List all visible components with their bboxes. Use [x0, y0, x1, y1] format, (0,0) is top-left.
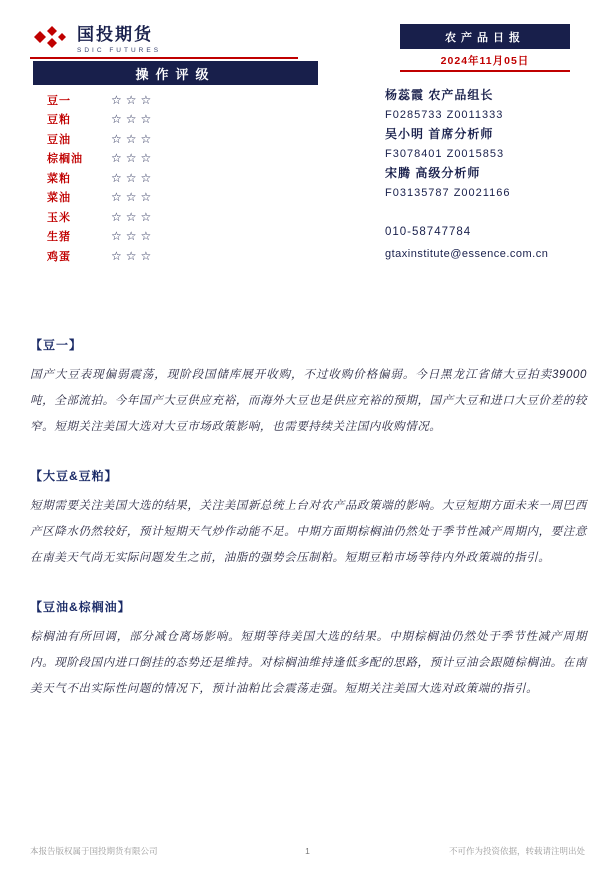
logo-text — [77, 20, 161, 54]
star-rating: ☆☆☆ — [111, 112, 156, 127]
analyst-name: 杨蕊霞 — [385, 88, 425, 102]
logo-diamond-icon — [30, 22, 70, 52]
report-title: 农产品日报 — [445, 31, 525, 44]
commodity-name: 鸡蛋 — [47, 250, 71, 263]
analyst-title: 首席分析师 — [428, 127, 494, 141]
star-rating: ☆☆☆ — [111, 248, 156, 263]
header-red-divider — [30, 57, 298, 59]
star-rating: ☆☆☆ — [111, 151, 156, 166]
analyst-name-title — [385, 125, 600, 145]
commodity-name: 玉米 — [47, 211, 71, 224]
table-row — [33, 168, 318, 188]
company-name: 国投期货 — [77, 25, 153, 44]
star-rating: ☆☆☆ — [111, 229, 156, 244]
table-row — [33, 110, 318, 130]
table-row — [33, 188, 318, 208]
table-row — [33, 129, 318, 149]
table-row — [33, 90, 318, 110]
report-title-banner — [400, 24, 570, 49]
table-row — [33, 227, 318, 247]
star-rating: ☆☆☆ — [111, 209, 156, 224]
analyst-title: 农产品组长 — [428, 88, 494, 102]
commodity-name: 豆油 — [47, 133, 71, 146]
analyst-title: 高级分析师 — [415, 166, 481, 180]
page-footer — [30, 845, 585, 857]
analyst-block — [385, 86, 600, 265]
page-number: 1 — [305, 846, 310, 856]
star-rating: ☆☆☆ — [111, 190, 156, 205]
analyst-name-title — [385, 164, 600, 184]
table-row — [33, 246, 318, 266]
table-row — [33, 149, 318, 169]
star-rating: ☆☆☆ — [111, 170, 156, 185]
star-rating: ☆☆☆ — [111, 131, 156, 146]
commodity-name: 豆粕 — [47, 114, 71, 127]
commodity-name: 豆一 — [47, 94, 71, 107]
section-dadou-doupo — [30, 467, 587, 571]
table-row — [33, 207, 318, 227]
footer-disclaimer: 不可作为投资依据，转载请注明出处 — [448, 846, 585, 856]
section-text: 国产大豆表现偏弱震荡，现阶段国储库展开收购，不过收购价格偏弱。今日黑龙江省储大豆拍卖39000吨，全部流拍。今年国产大豆供应充裕，而海外大豆也是供应充裕的预期，国产大豆和进口大豆价差的较窄。短期关注美国大选对大豆市场政策影响，也需要持续关注国内收购情况。 — [30, 369, 587, 433]
analyst-ids: F0285733 Z0011333 — [385, 108, 504, 121]
rating-panel-title: 操作评级 — [33, 61, 318, 85]
analyst-name: 吴小明 — [385, 127, 425, 141]
analyst-name: 宋腾 — [385, 166, 412, 180]
contact-phone: 010-58747784 — [385, 226, 472, 238]
analyst-name-title — [385, 86, 600, 106]
commodity-name: 菜粕 — [47, 172, 71, 185]
report-body — [30, 336, 587, 729]
commodity-name: 棕榈油 — [47, 153, 83, 166]
analyst-ids: F3078401 Z0015853 — [385, 147, 505, 160]
commodity-name: 菜油 — [47, 192, 71, 205]
section-text: 棕榈油有所回调，部分减仓离场影响。短期等待美国大选的结果。中期棕榈油仍然处于季节性减产周期内。现阶段国内进口倒挂的态势还是维持。对棕榈油维持逢低多配的思路，预计豆油会跟随棕榈油。在南美天气不出实际性问题的情况下，预计油粕比会震荡走强。短期关注美国大选对政策端的指引。 — [30, 631, 587, 695]
footer-copyright: 本报告版权属于国投期货有限公司 — [30, 846, 158, 856]
contact-email: gtaxinstitute@essence.com.cn — [385, 248, 549, 260]
star-rating: ☆☆☆ — [111, 92, 156, 107]
rating-table — [33, 90, 318, 266]
analyst-ids: F03135787 Z0021166 — [385, 186, 511, 199]
company-name-en: SDIC FUTURES — [77, 47, 162, 54]
section-heading: 【大豆&豆粕】 — [30, 469, 118, 483]
contact-block — [385, 221, 600, 265]
section-douyi — [30, 336, 587, 440]
report-date: 2024年11月05日 — [440, 55, 530, 67]
logo — [30, 20, 161, 54]
section-heading: 【豆一】 — [30, 338, 83, 352]
section-text: 短期需要关注美国大选的结果，关注美国新总统上台对农产品政策端的影响。大豆短期方面未来一周巴西产区降水仍然较好，预计短期天气炒作动能不足。中期方面期棕榈油仍然处于季节性减产周期内，要注意在南美天气尚无实际问题发生之前，油脂的强势会压制粕。短期豆粕市场等待内外政策端的指引。 — [30, 500, 587, 564]
section-heading: 【豆油&棕榈油】 — [30, 600, 131, 614]
commodity-name: 生猪 — [47, 231, 71, 244]
date-red-divider — [400, 70, 570, 72]
section-douyou-zonglvyou — [30, 598, 587, 702]
